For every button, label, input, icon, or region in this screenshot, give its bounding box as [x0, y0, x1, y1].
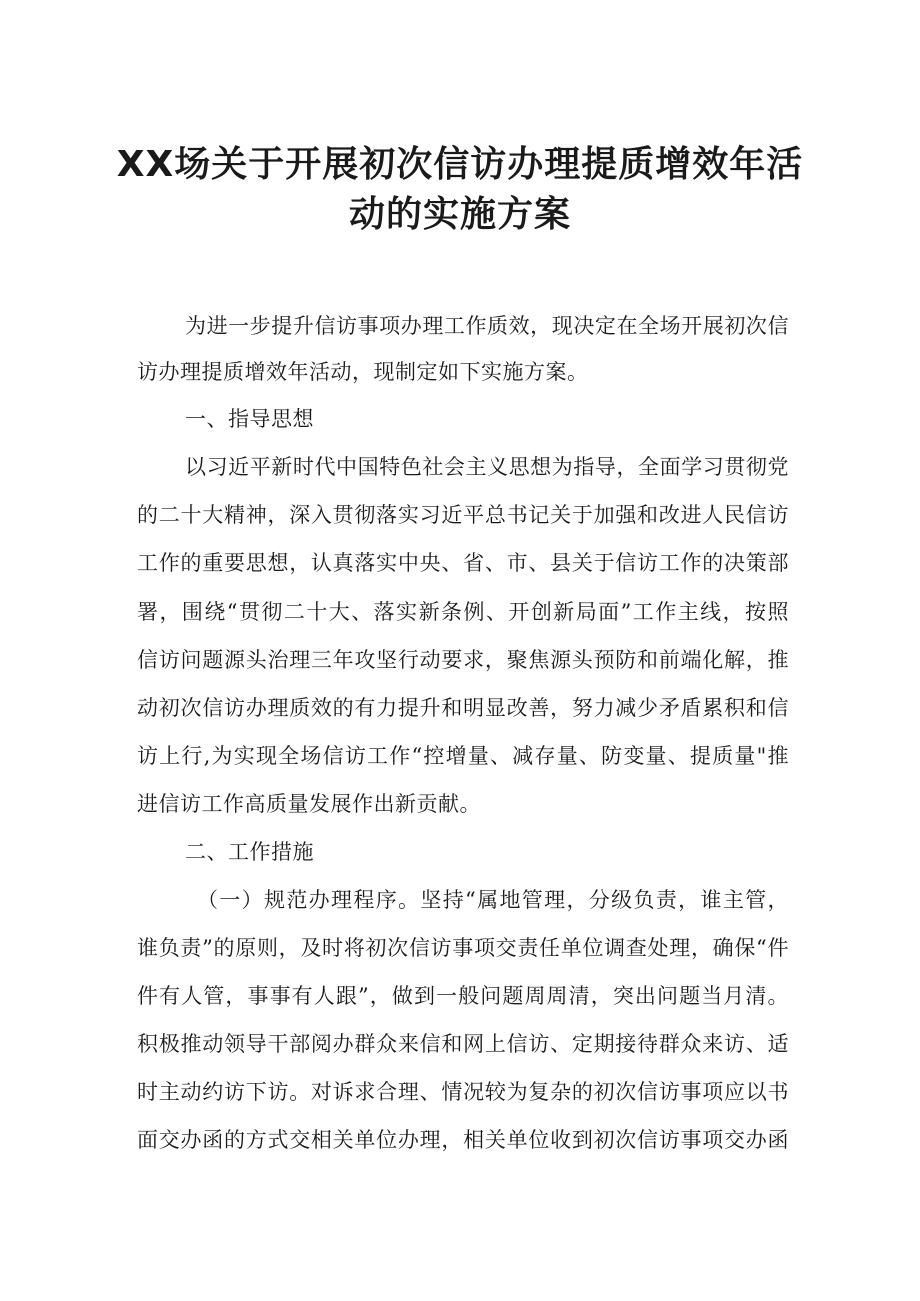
- paragraph-line: 署，围绕“贯彻二十大、落实新条例、开创新局面”工作主线，按照: [137, 600, 789, 624]
- document-title-line-1: XX场关于开展初次信访办理提质增效年活: [116, 144, 804, 185]
- paragraph-line: 信访问题源头治理三年攻坚行动要求，聚焦源头预防和前端化解，推: [137, 648, 789, 672]
- paragraph-line: 件有人管，事事有人跟”，做到一般问题周周清，突出问题当月清。: [137, 984, 789, 1008]
- paragraph-line: 时主动约访下访。对诉求合理、情况较为复杂的初次信访事项应以书: [137, 1080, 789, 1104]
- paragraph-line: 动初次信访办理质效的有力提升和明显改善，努力减少矛盾累积和信: [137, 696, 789, 720]
- paragraph-line: 进信访工作高质量发展作出新贡献。: [137, 792, 481, 816]
- paragraph-line: 访办理提质增效年活动，现制定如下实施方案。: [137, 360, 589, 384]
- paragraph-line: （一）规范办理程序。坚持“属地管理，分级负责，谁主管，: [197, 888, 789, 912]
- section-heading: 一、指导思想: [185, 407, 314, 431]
- paragraph-line: 以习近平新时代中国特色社会主义思想为指导，全面学习贯彻党: [185, 455, 789, 479]
- document-title-line-2: 动的实施方案: [348, 194, 571, 235]
- paragraph-line: 面交办函的方式交相关单位办理，相关单位收到初次信访事项交办函: [137, 1128, 789, 1152]
- paragraph-line: 积极推动领导干部阅办群众来信和网上信访、定期接待群众来访、适: [137, 1032, 789, 1056]
- section-heading: 二、工作措施: [185, 840, 314, 864]
- paragraph-line: 的二十大精神，深入贯彻落实习近平总书记关于加强和改进人民信访: [137, 503, 789, 527]
- paragraph-line: 为进一步提升信访事项办理工作质效，现决定在全场开展初次信: [185, 314, 789, 338]
- paragraph-line: 谁负责”的原则，及时将初次信访事项交责任单位调查处理，确保“件: [137, 936, 789, 960]
- paragraph-line: 访上行,为实现全场信访工作“控增量、减存量、防变量、提质量"推: [137, 744, 789, 768]
- paragraph-line: 工作的重要思想，认真落实中央、省、市、县关于信访工作的决策部: [137, 551, 789, 575]
